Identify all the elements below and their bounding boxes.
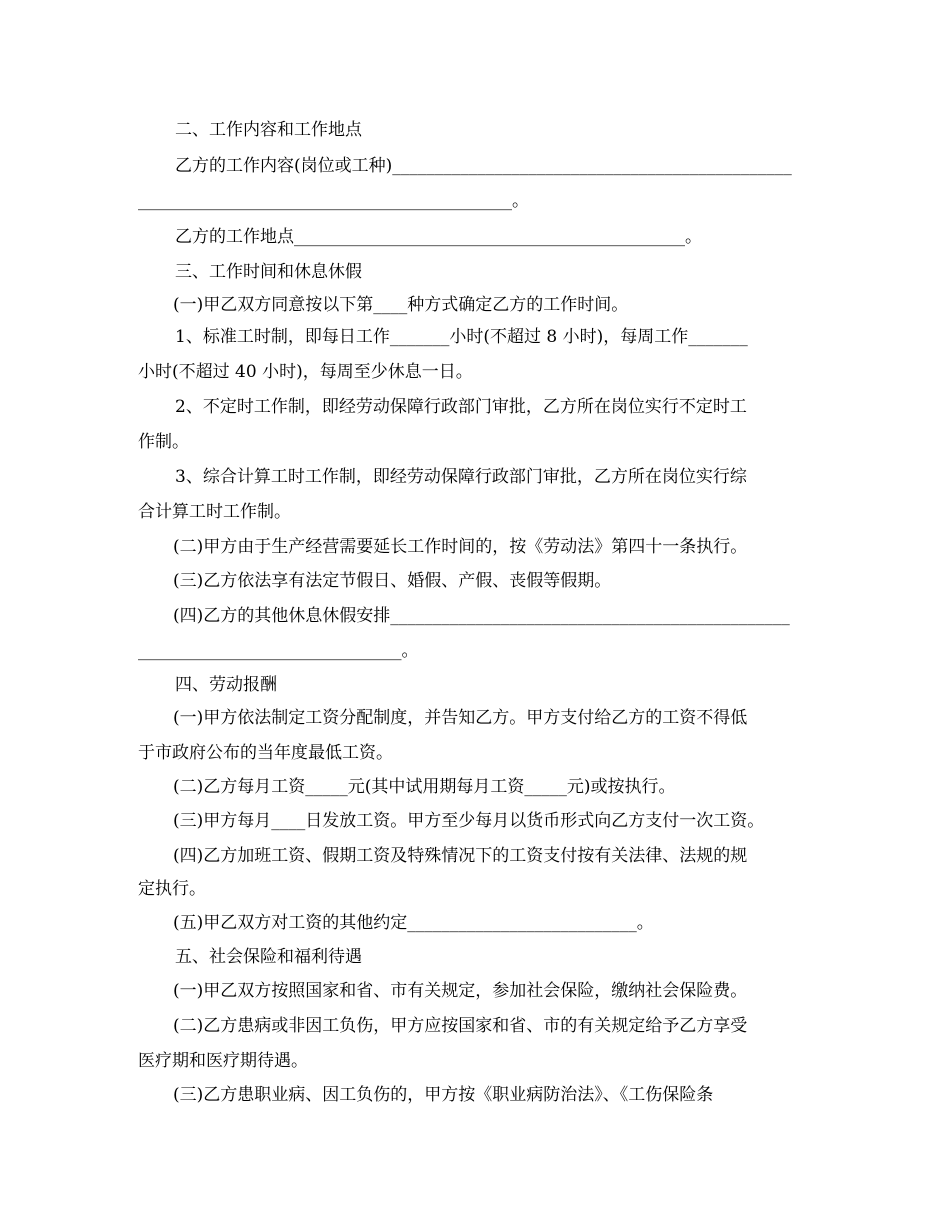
paragraph-line: (一)甲方依法制定工资分配制度，并告知乙方。甲方支付给乙方的工资不得低 — [173, 708, 748, 728]
paragraph-line: (四)乙方的其他休息休假安排_______________________________________________ — [173, 606, 790, 626]
paragraph-line: (一)甲乙双方同意按以下第____种方式确定乙方的工作时间。 — [173, 295, 629, 315]
heading-section-2: 二、工作内容和工作地点 — [175, 120, 362, 140]
paragraph-line: 2、不定时工作制，即经劳动保障行政部门审批，乙方所在岗位实行不定时工 — [175, 397, 747, 417]
paragraph-line: (二)乙方每月工资_____元(其中试用期每月工资_____元)或按执行。 — [173, 777, 676, 797]
paragraph-line: (三)甲方每月____日发放工资。甲方至少每月以货币形式向乙方支付一次工资。 — [173, 811, 765, 831]
paragraph-line: 3、综合计算工时工作制，即经劳动保障行政部门审批，乙方所在岗位实行综 — [175, 467, 747, 487]
paragraph-line: 1、标准工时制，即每日工作_______小时(不超过 8 小时)，每周工作_______ — [175, 327, 748, 347]
paragraph-line: 小时(不超过 40 小时)，每周至少休息一日。 — [138, 362, 473, 382]
paragraph-line: _______________________________。 — [138, 641, 419, 661]
heading-section-3: 三、工作时间和休息休假 — [175, 262, 362, 282]
paragraph-line: (二)甲方由于生产经营需要延长工作时间的，按《劳动法》第四十一条执行。 — [173, 537, 748, 557]
paragraph-line: (二)乙方患病或非因工负伤，甲方应按国家和省、市的有关规定给予乙方享受 — [173, 1016, 748, 1036]
paragraph-line: 合计算工时工作制。 — [138, 502, 291, 522]
heading-section-5: 五、社会保险和福利待遇 — [175, 947, 362, 967]
paragraph-line: (三)乙方依法享有法定节假日、婚假、产假、丧假等假期。 — [173, 571, 612, 591]
paragraph-line: ____________________________________________。 — [138, 191, 529, 211]
heading-section-4: 四、劳动报酬 — [175, 675, 277, 695]
paragraph-line: 乙方的工作地点______________________________________________。 — [175, 227, 702, 247]
paragraph-line: 作制。 — [138, 432, 189, 452]
paragraph-line: (五)甲乙双方对工资的其他约定___________________________。 — [173, 913, 654, 933]
paragraph-line: 定执行。 — [138, 879, 206, 899]
paragraph-line: (四)乙方加班工资、假期工资及特殊情况下的工资支付按有关法律、法规的规 — [173, 846, 748, 866]
paragraph-line: (三)乙方患职业病、因工负伤的，甲方按《职业病防治法》、《工伤保险条 — [173, 1085, 714, 1105]
paragraph-line: 医疗期和医疗期待遇。 — [138, 1051, 308, 1071]
paragraph-line: 于市政府公布的当年度最低工资。 — [138, 743, 393, 763]
paragraph-line: 乙方的工作内容(岗位或工种)_______________________________________________ — [175, 156, 792, 176]
paragraph-line: (一)甲乙双方按照国家和省、市有关规定，参加社会保险，缴纳社会保险费。 — [173, 981, 748, 1001]
